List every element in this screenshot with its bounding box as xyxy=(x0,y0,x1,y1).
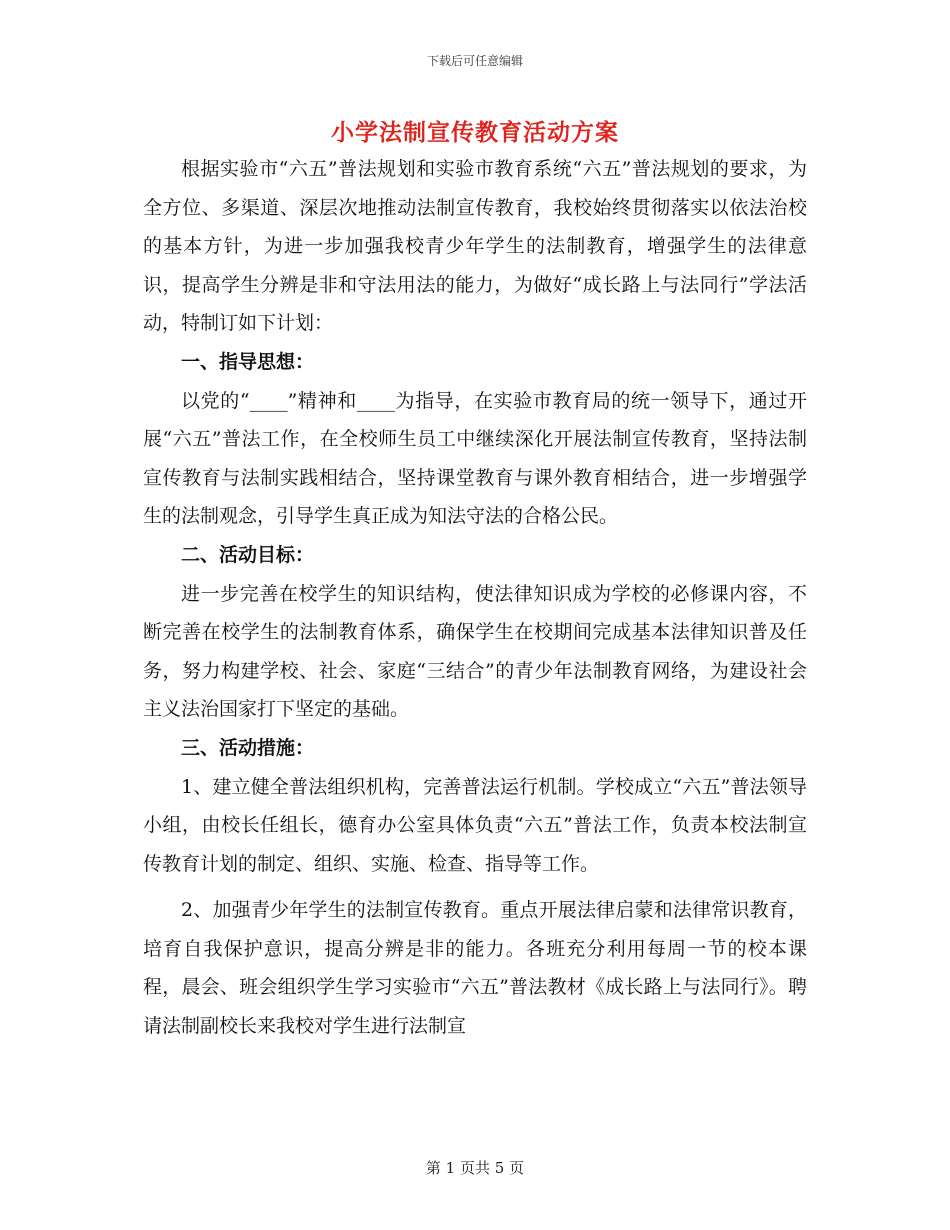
measure-1-paragraph: 1、建立健全普法组织机构，完善普法运行机制。学校成立“六五”普法领导小组，由校长任组长，德育办公室具体负责“六五”普法工作，负责本校法制宣传教育计划的制定、组织、实施、检查、指导等工作。 xyxy=(143,775,807,875)
header-note: 下载后可任意编辑 xyxy=(426,54,523,68)
document-title: 小学法制宣传教育活动方案 xyxy=(331,119,619,146)
guiding-ideology-paragraph: 以党的“____”精神和____为指导，在实验市教育局的统一领导下，通过开展“六五”普法工作，在全校师生员工中继续深化开展法制宣传教育，坚持法制宣传教育与法制实践相结合，坚持课堂教育与课外教育相结合，进一步增强学生的法制观念，引导学生真正成为知法守法的合格公民。 xyxy=(143,389,807,528)
activity-goals-paragraph: 进一步完善在校学生的知识结构，使法律知识成为学校的必修课内容，不断完善在校学生的法制教育体系，确保学生在校期间完成基本法律知识普及任务，努力构建学校、社会、家庭“三结合”的青少年法制教育网络，为建设社会主义法治国家打下坚定的基础。 xyxy=(143,582,807,721)
intro-paragraph: 根据实验市“六五”普法规划和实验市教育系统“六五”普法规划的要求，为全方位、多渠道、深层次地推动法制宣传教育，我校始终贯彻落实以依法治校的基本方针，为进一步加强我校青少年学生的法制教育，增强学生的法律意识，提高学生分辨是非和守法用法的能力，为做好“成长路上与法同行”学法活动，特制订如下计划： xyxy=(143,158,807,335)
section-heading-guiding-ideology: 一、指导思想： xyxy=(181,350,315,373)
section-heading-activity-goals: 二、活动目标： xyxy=(181,543,315,566)
section-heading-activity-measures: 三、活动措施： xyxy=(181,736,315,759)
page-number-footer: 第 1 页共 5 页 xyxy=(425,1159,525,1177)
measure-2-paragraph: 2、加强青少年学生的法制宣传教育。重点开展法律启蒙和法律常识教育，培育自我保护意识，提高分辨是非的能力。各班充分利用每周一节的校本课程，晨会、班会组织学生学习实验市“六五”普法教材《成长路上与法同行》。聘请法制副校长来我校对学生进行法制宣 xyxy=(143,899,807,1038)
document-body xyxy=(143,150,807,1046)
